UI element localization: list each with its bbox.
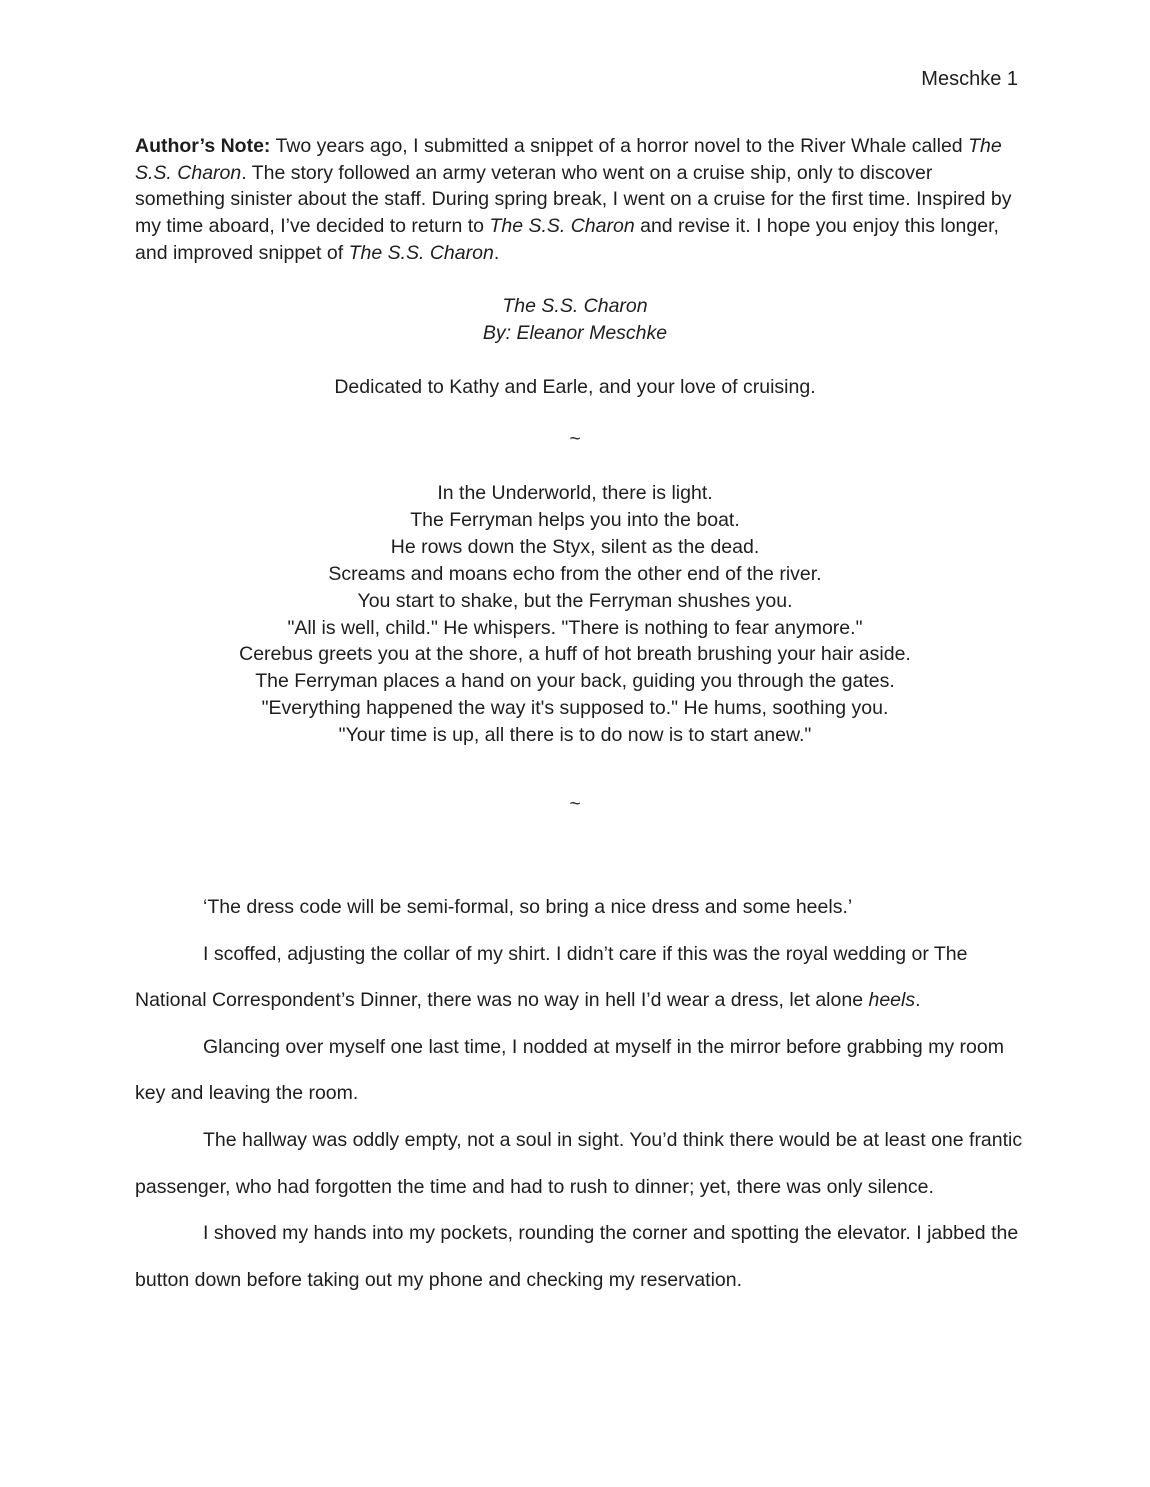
poem-line: "Your time is up, all there is to do now is to start anew." — [338, 724, 812, 747]
story-paragraph-1: ‘The dress code will be semi-formal, so bring a nice dress and some heels.’ — [203, 896, 853, 918]
poem-line: He rows down the Styx, silent as the dead. — [390, 535, 760, 558]
story-title: The S.S. Charon — [502, 295, 648, 317]
story-paragraph-2-end: . — [915, 989, 921, 1012]
authors-note-title-2: The S.S. Charon — [489, 215, 635, 238]
story-paragraph-3: Glancing over myself one last time, I nodded at myself in the mirror before grabbing my room key and leaving the room. — [135, 1035, 1004, 1105]
poem-line: Cerebus greets you at the shore, a huff of hot breath brushing your hair aside. — [239, 643, 911, 666]
poem-line: In the Underworld, there is light. — [437, 482, 713, 504]
story-paragraph-2-emphasis: heels — [868, 989, 916, 1012]
poem-line: Screams and moans echo from the other end of the river. — [328, 562, 822, 585]
poem-line: "All is well, child." He whispers. "There is nothing to fear anymore." — [287, 616, 863, 639]
poem-line: You start to shake, but the Ferryman shushes you. — [357, 589, 793, 612]
poem-line: "Everything happened the way it's supposed to." He hums, soothing you. — [261, 697, 889, 720]
title-block — [0, 293, 1150, 347]
section-separator-1: ~ — [569, 429, 581, 450]
story-paragraph-5: I shoved my hands into my pockets, rounding the corner and spotting the elevator. I jabbed the button down before taking out my phone and checking my reservation. — [135, 1222, 1019, 1291]
authors-note-title-1: The S.S. Charon — [135, 135, 1002, 184]
authors-note-text-2: . The story followed an army veteran who went on a cruise ship, only to discover something sinister about the staff. During spring break, I went on a cruise for the first time. Inspired by my time aboard, I’ve decided to return to — [135, 161, 1012, 238]
poem — [0, 480, 1150, 749]
authors-note-title-3: The S.S. Charon — [348, 241, 494, 264]
page-header: Meschke 1 — [921, 68, 1018, 90]
story-paragraph-4: The hallway was oddly empty, not a soul in sight. You’d think there would be at least one frantic passenger, who had forgotten the time and had to rush to dinner; yet, there was only silence. — [135, 1128, 1023, 1198]
story-paragraph-2 — [135, 931, 1025, 1024]
story-byline: By: Eleanor Meschke — [482, 322, 668, 344]
section-separator-2: ~ — [569, 794, 581, 815]
authors-note-text-3: and revise it. I hope you enjoy this longer, and improved snippet of — [135, 215, 999, 264]
dedication: Dedicated to Kathy and Earle, and your love of cruising. — [334, 376, 816, 398]
authors-note-text-1: Two years ago, I submitted a snippet of a horror novel to the River Whale called — [270, 135, 969, 157]
poem-line: The Ferryman helps you into the boat. — [410, 508, 740, 531]
poem-line: The Ferryman places a hand on your back, guiding you through the gates. — [255, 670, 895, 693]
authors-note-label: Author’s Note: — [135, 135, 271, 157]
authors-note — [135, 133, 1025, 267]
story-body — [135, 884, 1025, 1303]
authors-note-text-4: . — [493, 241, 500, 264]
story-paragraph-2-text: I scoffed, adjusting the collar of my shirt. I didn’t care if this was the royal wedding or The National Correspondent’s Dinner, there was no way in hell I’d wear a dress, let alone — [135, 942, 968, 1012]
